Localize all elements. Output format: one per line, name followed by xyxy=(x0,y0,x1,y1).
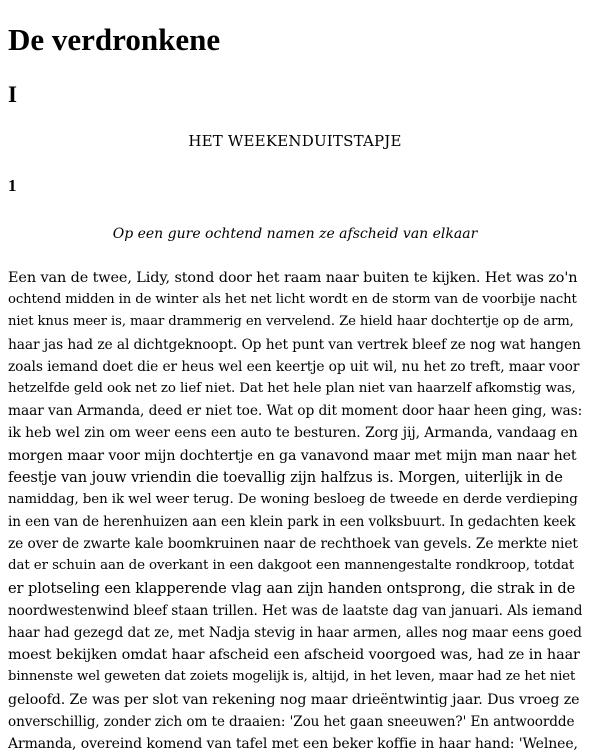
text-line: ze over de zwarte kale boomkruinen naar de rechthoek van gevels. Ze merkte niet xyxy=(8,536,578,553)
text-line: moest bekijken omdat haar afscheid een afscheid voorgoed was, had ze in haar xyxy=(8,647,580,664)
text-line: niet knus meer is, maar drammerig en vervelend. Ze hield haar dochtertje op de arm, xyxy=(8,314,574,330)
text-line: namiddag, ben ik wel weer terug. De woning besloeg de tweede en derde verdieping xyxy=(8,491,578,507)
body-paragraph xyxy=(8,267,582,750)
text-line: binnenste wel geweten dat zoiets mogelijk is, altijd, in het leven, maar had ze het niet xyxy=(8,669,576,685)
chapter-number: 1 xyxy=(8,176,17,195)
text-line: Een van de twee, Lidy, stond door het raam naar buiten te kijken. Het was zo'n xyxy=(8,270,578,286)
text-line: hetzelfde geld ook net zo lief niet. Dat het hele plan niet van haarzelf afkomstig was, xyxy=(8,380,576,396)
book-title: De verdronkene xyxy=(8,22,221,57)
text-line: maar van Armanda, deed er niet toe. Wat op dit moment door haar heen ging, was: xyxy=(8,403,583,420)
text-line: noordwestenwind bleef staan trillen. Het was de laatste dag van januari. Als iemand xyxy=(8,602,583,619)
text-line: feestje van jouw vriendin die toevallig zijn halfzus is. Morgen, uiterlijk in de xyxy=(8,468,563,486)
text-line: haar jas had ze al dichtgeknoopt. Op het punt van vertrek bleef ze nog wat hangen xyxy=(8,336,581,353)
text-line: ochtend midden in de winter als het net licht wordt en de storm van de voorbije nacht xyxy=(8,292,577,308)
text-line: morgen maar voor mijn dochtertje en ga vanavond maar met mijn man naar het xyxy=(8,447,577,464)
part-number: I xyxy=(8,82,17,107)
text-line: haar had gezegd dat ze, met Nadja stevig in haar armen, alles nog maar eens goed xyxy=(8,625,582,641)
text-line: geloofd. Ze was per slot van rekening nog maar drieëntwintig jaar. Dus vroeg ze xyxy=(8,691,580,708)
part-title: HET WEEKENDUITSTAPJE xyxy=(188,132,402,150)
text-line: ik heb wel zin om weer eens een auto te besturen. Zorg jij, Armanda, vandaag en xyxy=(8,425,578,442)
text-line: dat er schuin aan de overkant in een dakgoot een mannengestalte rondkroop, totdat xyxy=(8,558,575,574)
text-line: Armanda, overeind komend van tafel met een beker koffie in haar hand: 'Welnee, xyxy=(8,735,578,750)
text-line: zoals iemand doet die er heus wel een keertje op uit wil, nu het zo treft, maar voor xyxy=(8,358,580,375)
text-line: er plotseling een klapperende vlag aan zijn handen ontsprong, die strak in de xyxy=(8,579,576,597)
text-line: onverschillig, zonder zich om te draaien: 'Zou het gaan sneeuwen?' En antwoordde xyxy=(8,713,575,730)
text-line: in een van de herenhuizen aan een klein park in een volksbuurt. In gedachten keek xyxy=(8,514,576,531)
chapter-epigraph: Op een gure ochtend namen ze afscheid van elkaar xyxy=(112,226,478,242)
